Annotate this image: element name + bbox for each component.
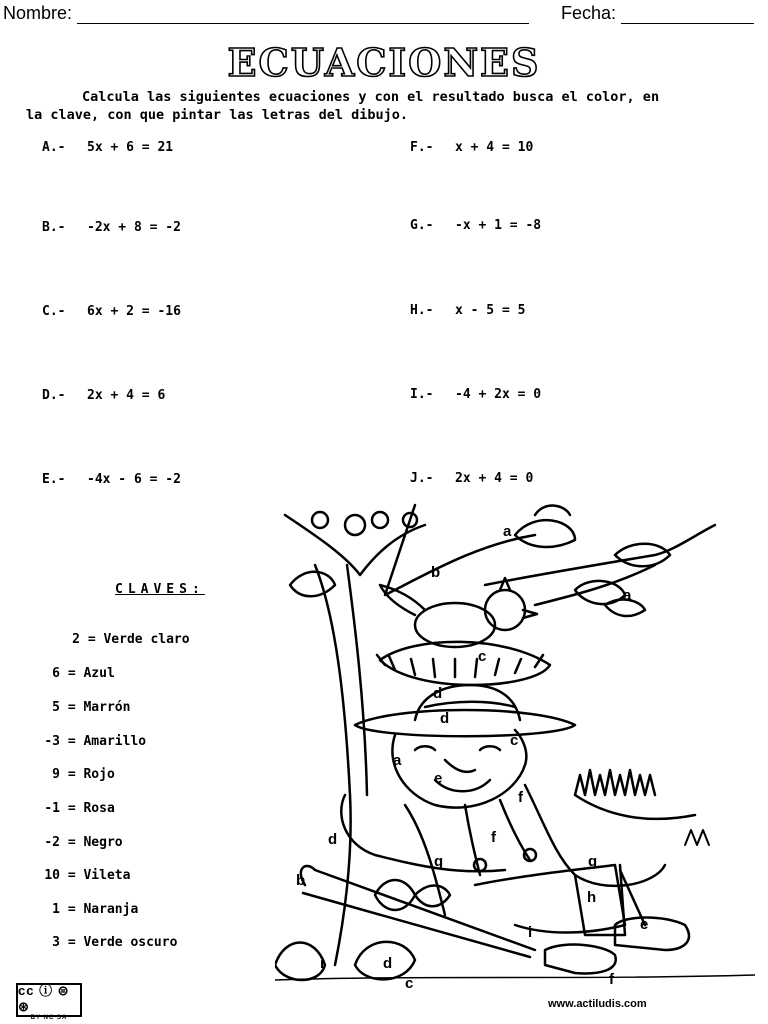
drawing-letter: b — [296, 872, 306, 889]
date-line[interactable] — [621, 5, 754, 24]
drawing-letter: e — [640, 916, 649, 933]
key-item: -3 = Amarillo — [44, 734, 147, 749]
instructions — [26, 88, 756, 124]
claves-title: CLAVES: — [115, 582, 205, 597]
key-item: -2 = Negro — [44, 835, 123, 850]
equation-h: H.- x - 5 = 5 — [410, 303, 526, 318]
equation-e: E.- -4x - 6 = -2 — [42, 472, 181, 487]
drawing-letter: d — [383, 955, 393, 972]
drawing-letter: f — [491, 829, 496, 846]
drawing-letter: d — [433, 685, 443, 702]
equation-a: A.- 5x + 6 = 21 — [42, 140, 174, 155]
equation-f: F.- x + 4 = 10 — [410, 140, 534, 155]
bird-head — [485, 590, 525, 630]
drawing-letter: i — [528, 924, 533, 941]
leaf — [290, 572, 335, 596]
page-title: ECUACIONES — [227, 40, 541, 85]
cane — [301, 866, 535, 950]
cc-license-icon: cc ⓘ ⊜ ⊛ — [18, 982, 70, 1014]
nest — [380, 642, 550, 685]
name-line[interactable] — [77, 5, 529, 24]
leaf — [515, 520, 575, 547]
leaf — [615, 544, 670, 567]
drawing-letter: i — [320, 955, 325, 972]
drawing-letter: g — [434, 853, 444, 870]
date-field — [561, 3, 754, 24]
key-item: 10 = Vileta — [44, 868, 131, 883]
equation-j: J.- 2x + 4 = 0 — [410, 471, 534, 486]
name-field — [3, 3, 529, 24]
drawing-letter: f — [518, 789, 523, 806]
cc-license-badge — [16, 982, 82, 1021]
website-link[interactable]: www.actiludis.com — [548, 998, 647, 1010]
date-label: Fecha: — [561, 3, 617, 23]
drawing-letter: a — [393, 752, 402, 769]
drawing-letter: b — [431, 564, 441, 581]
boot — [545, 945, 616, 974]
cc-license-text: BY NC SA — [30, 1014, 68, 1021]
drawing-letter: c — [405, 975, 414, 992]
drawing-letter: d — [440, 710, 450, 727]
key-item: -1 = Rosa — [44, 801, 115, 816]
equation-b: B.- -2x + 8 = -2 — [42, 220, 181, 235]
hat-brim — [355, 710, 575, 736]
bird-body — [415, 603, 495, 647]
equation-c: C.- 6x + 2 = -16 — [42, 304, 181, 319]
drawing-letter: g — [588, 853, 598, 870]
key-item: 9 = Rojo — [52, 767, 115, 782]
equation-g: G.- -x + 1 = -8 — [410, 218, 542, 233]
drawing-letter: a — [623, 587, 632, 604]
key-item: 3 = Verde oscuro — [52, 935, 178, 950]
drawing-letter: h — [587, 889, 597, 906]
instructions-line-1: Calcula las siguientes ecuaciones y con el resultado busca el color, en — [82, 89, 660, 105]
key-item: 6 = Azul — [52, 666, 115, 681]
drawing-letter: d — [328, 831, 338, 848]
key-item: 1 = Naranja — [52, 902, 139, 917]
drawing-letter: c — [478, 648, 487, 665]
drawing-letter: e — [434, 770, 443, 787]
key-item: 2 = Verde claro — [72, 632, 190, 647]
equation-i: I.- -4 + 2x = 0 — [410, 387, 542, 402]
drawing-letter: f — [609, 971, 614, 988]
instructions-line-2: la clave, con que pintar las letras del dibujo. — [26, 107, 409, 123]
drawing-letter: c — [510, 732, 519, 749]
drawing-letter: a — [503, 523, 512, 540]
name-label: Nombre: — [3, 3, 73, 23]
equation-d: D.- 2x + 4 = 6 — [42, 388, 166, 403]
key-item: 5 = Marrón — [52, 700, 131, 715]
